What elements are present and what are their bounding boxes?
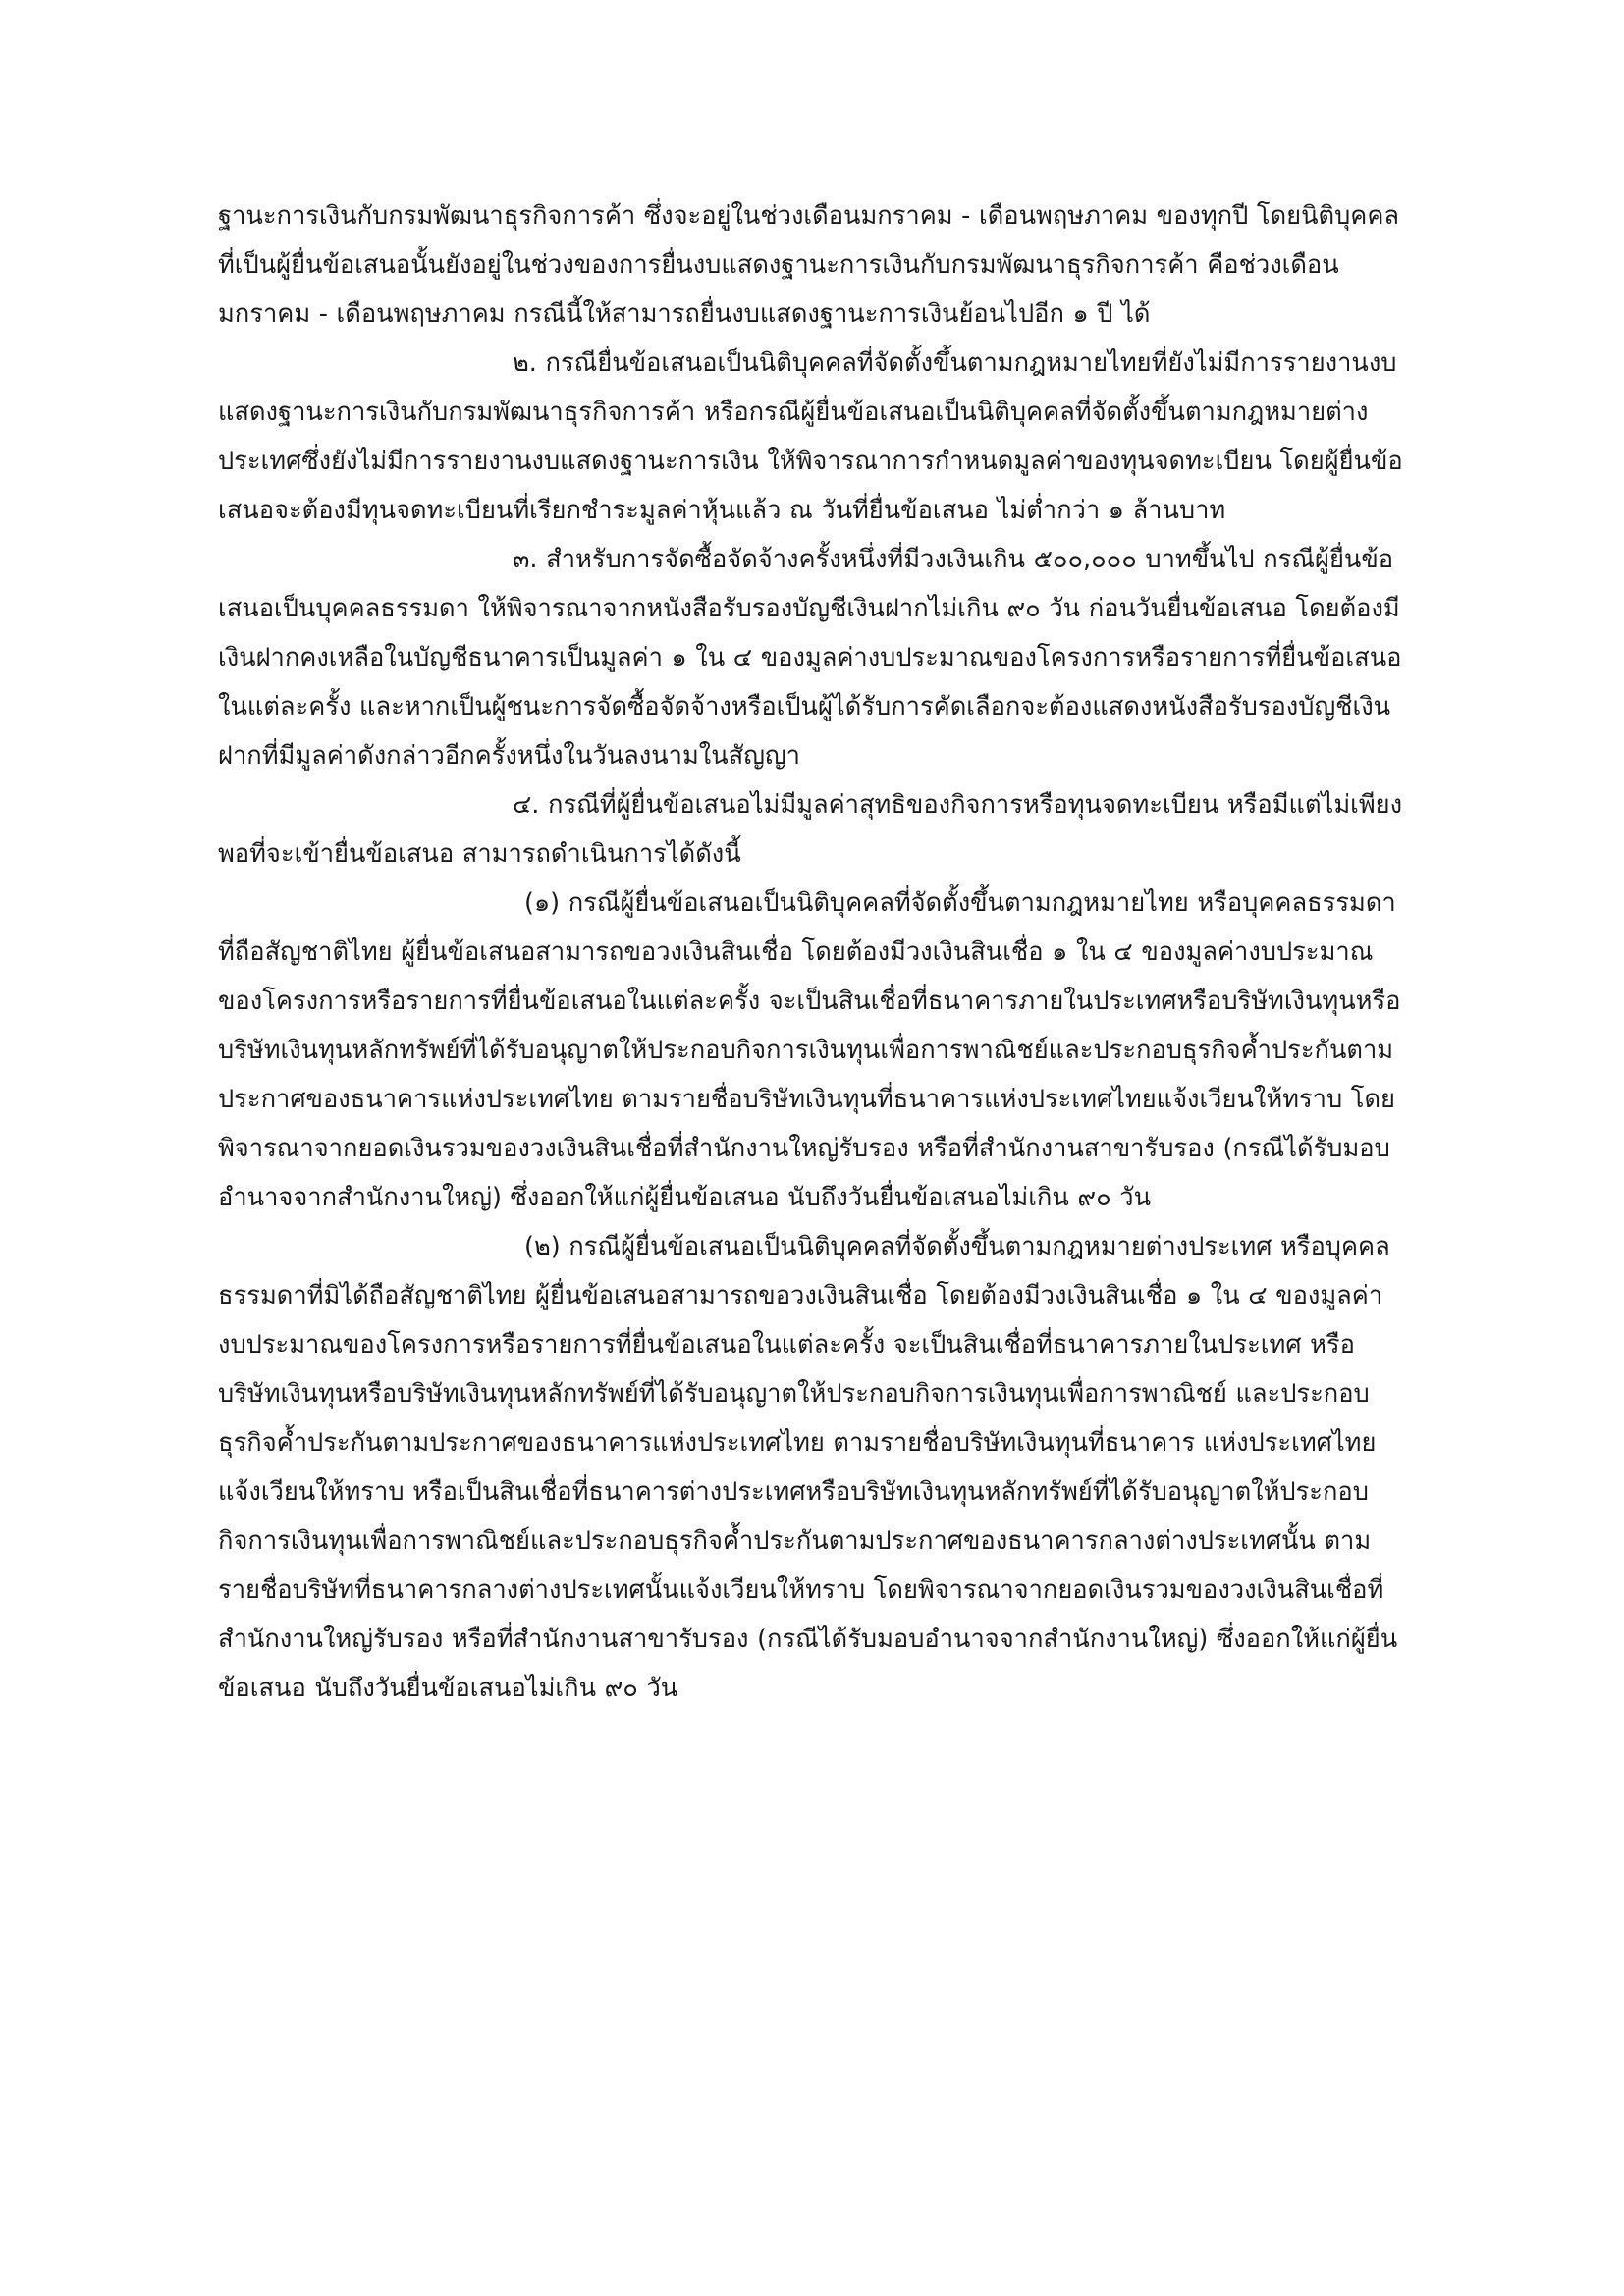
paragraph-item-4: ๔. กรณีที่ผู้ยื่นข้อเสนอไม่มีมูลค่าสุทธิของกิจการหรือทุนจดทะเบียน หรือมีแต่ไม่เพียงพอที่จะเข้ายื่นข้อเสนอ สามารถดำเนินการได้ดังนี้ [218,790,1403,869]
paragraph-item-4-2: (๒) กรณีผู้ยื่นข้อเสนอเป็นนิติบุคคลที่จัดตั้งขึ้นตามกฎหมายต่างประเทศ หรือบุคคลธรรมดาที่มิได้ถือสัญชาติไทย ผู้ยื่นข้อเสนอสามารถขอวงเงินสินเชื่อ โดยต้องมีวงเงินสินเชื่อ ๑ ใน ๔ ของมูลค่างบประมาณของโครงการหรือรายการที่ยื่นข้อเสนอในแต่ละครั้ง จะเป็นสินเชื่อที่ธนาคารภายในประเทศ หรือบริษัทเงินทุนหรือบริษัทเงินทุนหลักทรัพย์ที่ได้รับอนุญาตให้ประกอบกิจการเงินทุนเพื่อการพาณิชย์ และประกอบธุรกิจค้ำประกันตามประกาศของธนาคารแห่งประเทศไทย ตามรายชื่อบริษัทเงินทุนที่ธนาคาร แห่งประเทศไทยแจ้งเวียนให้ทราบ หรือเป็นสินเชื่อที่ธนาคารต่างประเทศหรือบริษัทเงินทุนหลักทรัพย์ที่ได้รับอนุญาตให้ประกอบกิจการเงินทุนเพื่อการพาณิชย์และประกอบธุรกิจค้ำประกันตามประกาศของธนาคารกลางต่างประเทศนั้น ตามรายชื่อบริษัทที่ธนาคารกลางต่างประเทศนั้นแจ้งเวียนให้ทราบ โดยพิจารณาจากยอดเงินรวมของวงเงินสินเชื่อที่สำนักงานใหญ่รับรอง หรือที่สำนักงานสาขารับรอง (กรณีได้รับมอบอำนาจจากสำนักงานใหญ่) ซึ่งออกให้แก่ผู้ยื่นข้อเสนอ นับถึงวันยื่นข้อเสนอไม่เกิน ๙๐ วัน [218,1232,1398,1703]
document-body [218,191,1406,1713]
paragraph-item-2: ๒. กรณียื่นข้อเสนอเป็นนิติบุคคลที่จัดตั้งขึ้นตามกฎหมายไทยที่ยังไม่มีการรายงานงบแสดงฐานะการเงินกับกรมพัฒนาธุรกิจการค้า หรือกรณีผู้ยื่นข้อเสนอเป็นนิติบุคคลที่จัดตั้งขึ้นตามกฎหมายต่างประเทศซึ่งยังไม่มีการรายงานงบแสดงฐานะการเงิน ให้พิจารณาการกำหนดมูลค่าของทุนจดทะเบียน โดยผู้ยื่นข้อเสนอจะต้องมีทุนจดทะเบียนที่เรียกชำระมูลค่าหุ้นแล้ว ณ วันที่ยื่นข้อเสนอ ไม่ต่ำกว่า ๑ ล้านบาท [218,348,1403,525]
paragraph-continuation: ฐานะการเงินกับกรมพัฒนาธุรกิจการค้า ซึ่งจะอยู่ในช่วงเดือนมกราคม - เดือนพฤษภาคม ของทุกปี โดยนิติบุคคลที่เป็นผู้ยื่นข้อเสนอนั้นยังอยู่ในช่วงของการยื่นงบแสดงฐานะการเงินกับกรมพัฒนาธุรกิจการค้า คือช่วงเดือนมกราคม - เดือนพฤษภาคม กรณีนี้ให้สามารถยื่นงบแสดงฐานะการเงินย้อนไปอีก ๑ ปี ได้ [218,201,1400,329]
paragraph-item-4-1: (๑) กรณีผู้ยื่นข้อเสนอเป็นนิติบุคคลที่จัดตั้งขึ้นตามกฎหมายไทย หรือบุคคลธรรมดาที่ถือสัญชาติไทย ผู้ยื่นข้อเสนอสามารถขอวงเงินสินเชื่อ โดยต้องมีวงเงินสินเชื่อ ๑ ใน ๔ ของมูลค่างบประมาณของโครงการหรือรายการที่ยื่นข้อเสนอในแต่ละครั้ง จะเป็นสินเชื่อที่ธนาคารภายในประเทศหรือบริษัทเงินทุนหรือบริษัทเงินทุนหลักทรัพย์ที่ได้รับอนุญาตให้ประกอบกิจการเงินทุนเพื่อการพาณิชย์และประกอบธุรกิจค้ำประกันตามประกาศของธนาคารแห่งประเทศไทย ตามรายชื่อบริษัทเงินทุนที่ธนาคารแห่งประเทศไทยแจ้งเวียนให้ทราบ โดยพิจารณาจากยอดเงินรวมของวงเงินสินเชื่อที่สำนักงานใหญ่รับรอง หรือที่สำนักงานสาขารับรอง (กรณีได้รับมอบอำนาจจากสำนักงานใหญ่) ซึ่งออกให้แก่ผู้ยื่นข้อเสนอ นับถึงวันยื่นข้อเสนอไม่เกิน ๙๐ วัน [218,888,1401,1212]
paragraph-item-3: ๓. สำหรับการจัดซื้อจัดจ้างครั้งหนึ่งที่มีวงเงินเกิน ๕๐๐,๐๐๐ บาทขึ้นไป กรณีผู้ยื่นข้อเสนอเป็นบุคคลธรรมดา ให้พิจารณาจากหนังสือรับรองบัญชีเงินฝากไม่เกิน ๙๐ วัน ก่อนวันยื่นข้อเสนอ โดยต้องมีเงินฝากคงเหลือในบัญชีธนาคารเป็นมูลค่า ๑ ใน ๔ ของมูลค่างบประมาณของโครงการหรือรายการที่ยื่นข้อเสนอในแต่ละครั้ง และหากเป็นผู้ชนะการจัดซื้อจัดจ้างหรือเป็นผู้ได้รับการคัดเลือกจะต้องแสดงหนังสือรับรองบัญชีเงินฝากที่มีมูลค่าดังกล่าวอีกครั้งหนึ่งในวันลงนามในสัญญา [218,545,1402,771]
